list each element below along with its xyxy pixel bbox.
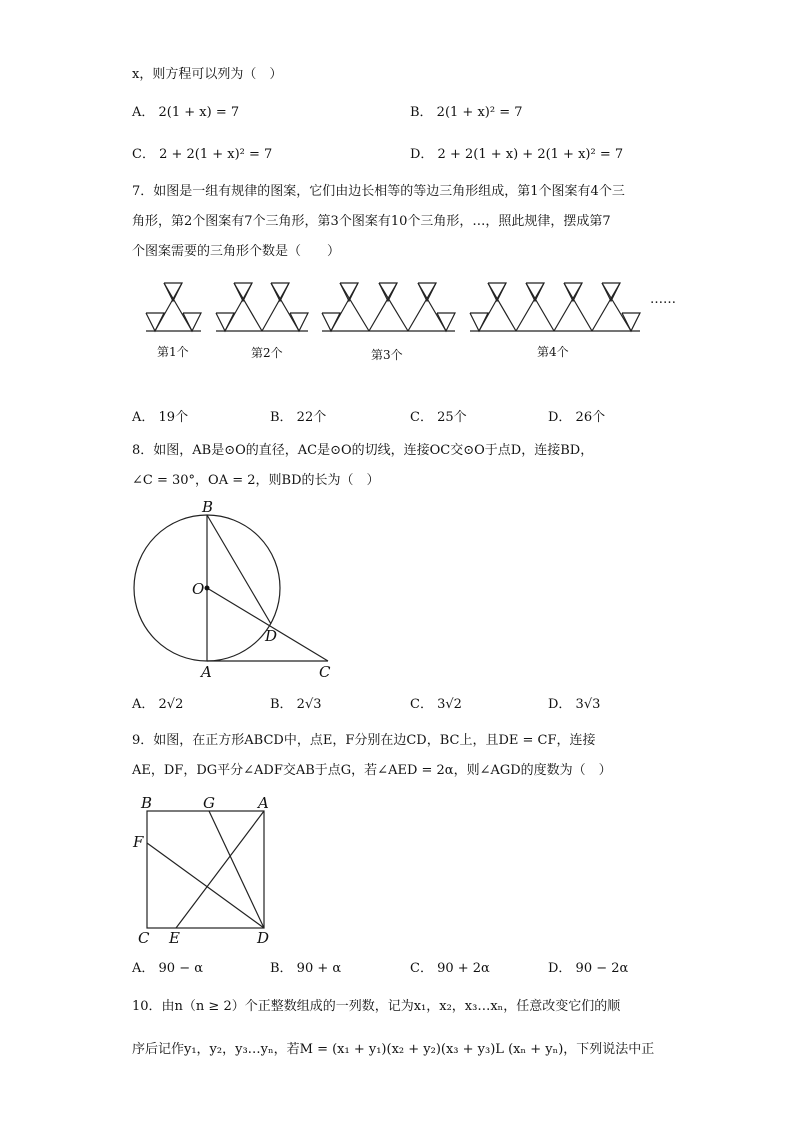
segment-ae [176, 811, 264, 928]
q7-option-a: A． 19个 [132, 410, 189, 425]
q8-option-b: B． 2√3 [270, 697, 322, 712]
q6-option-b: B． 2(1 + x)² = 7 [410, 105, 523, 120]
q6-option-a: A． 2(1 + x) = 7 [132, 105, 240, 120]
q6-option-c: C． 2 + 2(1 + x)² = 7 [132, 147, 273, 162]
q6-option-d: D． 2 + 2(1 + x) + 2(1 + x)² = 7 [410, 147, 624, 162]
q7-caption-4: 第4个 [537, 345, 569, 359]
q7-stem-line-3: 个图案需要的三角形个数是（ ） [132, 244, 341, 259]
label-e: E [169, 929, 180, 947]
label-b: B [141, 794, 153, 812]
q8-option-a: A． 2√2 [132, 697, 184, 712]
circle-o [134, 515, 280, 661]
q8-stem-line-1: 8．如图，AB是⊙O的直径，AC是⊙O的切线，连接OC交⊙O于点D，连接BD， [132, 443, 594, 458]
pattern-3 [322, 283, 455, 331]
q9-option-d: D． 90 − 2α [548, 961, 629, 976]
label-b: B [202, 498, 214, 516]
pattern-2 [216, 283, 308, 331]
square-abcd [147, 811, 264, 928]
segment-oc [207, 588, 328, 661]
label-d: D [257, 929, 270, 947]
label-o: O [192, 580, 205, 598]
q7-option-b: B． 22个 [270, 410, 327, 425]
q9-option-a: A． 90 − α [132, 961, 203, 976]
q7-caption-3: 第3个 [371, 348, 403, 362]
center-point-o [205, 586, 210, 591]
q7-option-d: D． 26个 [548, 410, 606, 425]
q10-stem-line-1: 10．由n（n ≥ 2）个正整数组成的一列数，记为x₁，x₂，x₃…xₙ，任意改变它们的顺 [132, 999, 621, 1014]
q9-option-c: C． 90 + 2α [410, 961, 490, 976]
q8-option-d: D． 3√3 [548, 697, 601, 712]
q7-stem-line-1: 7．如图是一组有规律的图案，它们由边长相等的等边三角形组成，第1个图案有4个三 [132, 184, 625, 199]
q9-stem-line-1: 9．如图，在正方形ABCD中，点E，F分别在边CD，BC上，且DE = CF，连接 [132, 733, 596, 748]
label-g: G [203, 794, 215, 812]
q8-option-c: C． 3√2 [410, 697, 462, 712]
label-c: C [319, 663, 331, 681]
q7-ellipsis: …… [650, 292, 676, 307]
segment-bd [207, 515, 271, 624]
q10-stem-line-2: 序后记作y₁，y₂，y₃…yₙ，若M = (x₁ + y₁)(x₂ + y₂)(x₃ + y₃)L (xₙ + yₙ)，下列说法中正 [132, 1042, 655, 1057]
label-a: A [201, 663, 212, 681]
q7-stem-line-2: 角形，第2个图案有7个三角形，第3个图案有10个三角形，…，照此规律，摆成第7 [132, 214, 611, 229]
pattern-4 [470, 283, 640, 331]
q7-caption-1: 第1个 [157, 345, 189, 359]
q9-option-b: B． 90 + α [270, 961, 342, 976]
pattern-1 [146, 283, 201, 331]
q9-stem-line-2: AE，DF，DG平分∠ADF交AB于点G，若∠AED = 2α，则∠AGD的度数为（ ） [132, 763, 612, 778]
label-d: D [265, 627, 278, 645]
q6-stem-continuation: x，则方程可以列为（ ） [132, 67, 283, 82]
label-f: F [133, 833, 144, 851]
segment-df [147, 843, 264, 928]
q7-caption-2: 第2个 [251, 346, 283, 360]
label-c: C [138, 929, 150, 947]
label-a: A [258, 794, 269, 812]
q7-option-c: C． 25个 [410, 410, 467, 425]
q8-stem-line-2: ∠C = 30°，OA = 2，则BD的长为（ ） [132, 473, 380, 488]
segment-dg [209, 811, 264, 928]
